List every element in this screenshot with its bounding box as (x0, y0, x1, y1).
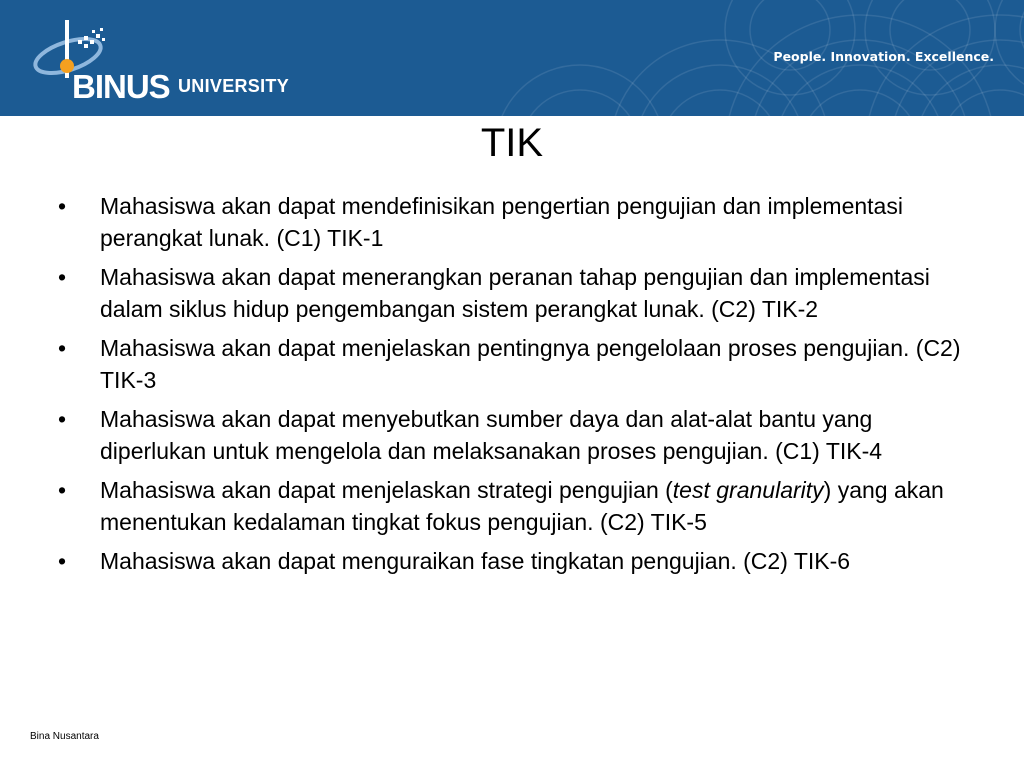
bullet-marker: • (58, 477, 67, 503)
list-item (58, 403, 978, 467)
slide-title: TIK (480, 121, 544, 165)
logo-brand-text: BINUS (72, 68, 170, 105)
slide-header (0, 0, 1024, 116)
list-item-text: Mahasiswa akan dapat menerangkan peranan tahap pengujian dan implementasi dalam siklus hidup pengembangan sistem perangkat lunak. (C2) TIK-2 (100, 264, 930, 322)
bullet-marker: • (58, 193, 67, 219)
binus-logo[interactable] (30, 14, 300, 104)
list-item (58, 261, 978, 325)
bullet-marker: • (58, 264, 67, 290)
bullet-marker: • (58, 548, 67, 574)
footer-text: Bina Nusantara (30, 731, 99, 742)
list-item (58, 332, 978, 396)
list-item-text: Mahasiswa akan dapat menjelaskan strategi pengujian ( (100, 477, 673, 503)
tagline: People. Innovation. Excellence. (773, 49, 994, 64)
list-item (58, 190, 978, 254)
list-item (58, 545, 978, 577)
bullet-marker: • (58, 406, 67, 432)
list-item-text: Mahasiswa akan dapat mendefinisikan pengertian pengujian dan implementasi perangkat lunak. (C1) TIK-1 (100, 193, 903, 251)
list-item (58, 474, 978, 538)
list-item-text-end: ) yang akan menentukan kedalaman tingkat fokus pengujian. (C2) TIK-5 (100, 477, 944, 535)
list-item-text: Mahasiswa akan dapat menguraikan fase tingkatan pengujian. (C2) TIK-6 (100, 548, 851, 574)
list-item-text: Mahasiswa akan dapat menjelaskan pentingnya pengelolaan proses pengujian. (C2) TIK-3 (100, 335, 961, 393)
list-item-text: Mahasiswa akan dapat menyebutkan sumber daya dan alat-alat bantu yang diperlukan untuk mengelola dan melaksanakan proses pengujian. (C1) TIK-4 (100, 406, 883, 464)
list-item-emphasis: test granularity (672, 477, 824, 503)
logo-sub-text: UNIVERSITY (178, 76, 290, 96)
bullet-list (58, 190, 978, 584)
bullet-marker: • (58, 335, 67, 361)
